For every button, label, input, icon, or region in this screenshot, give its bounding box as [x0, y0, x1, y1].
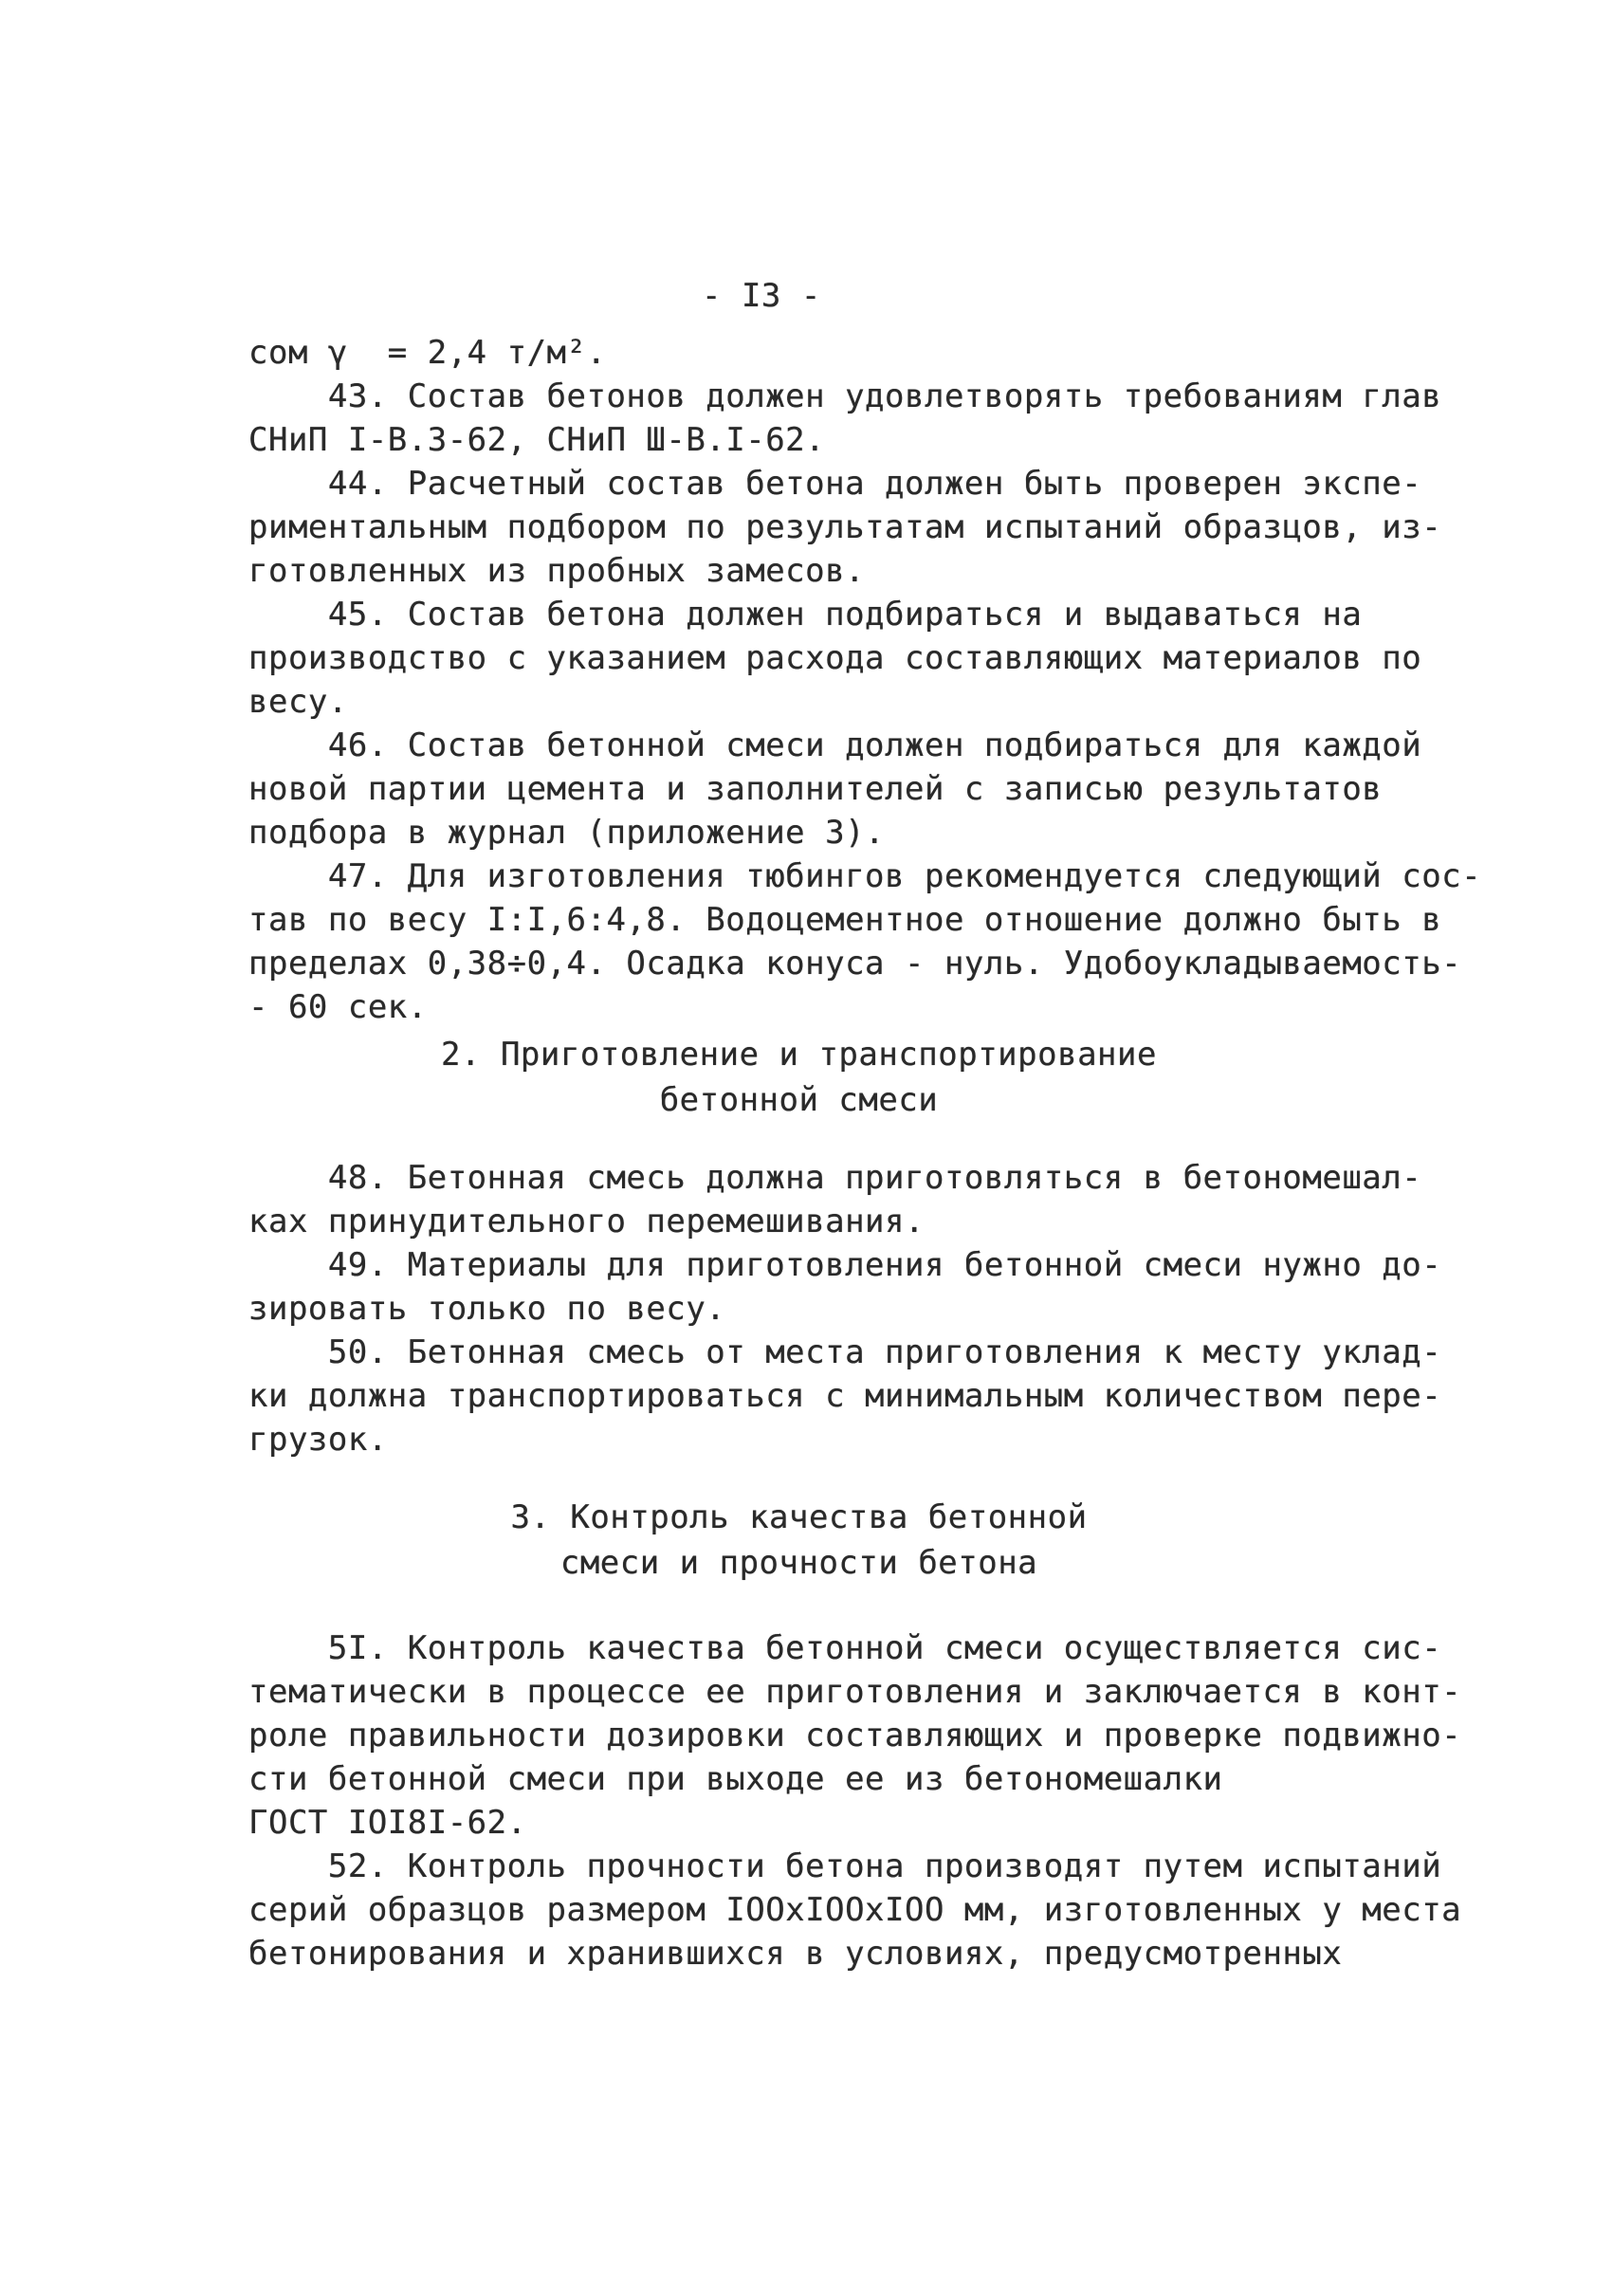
text-line: весу. — [248, 683, 348, 721]
text-line: сом γ = 2,4 т/м². — [248, 334, 607, 372]
text-line: производство с указанием расхода составляющих материалов по — [248, 639, 1422, 677]
text-line: 50. Бетонная смесь от места приготовления к месту уклад- — [248, 1333, 1442, 1371]
text-line: серий образцов размером IOOxIOOxIOO мм, изготовленных у места — [248, 1891, 1462, 1929]
section-2-heading-line-2: бетонной смеси — [659, 1081, 939, 1119]
text-line: зировать только по весу. — [248, 1290, 726, 1328]
text-line: сти бетонной смеси при выходе ее из бетономешалки — [248, 1760, 1223, 1798]
text-line: ГОСТ IOI8I-62. — [248, 1804, 527, 1842]
text-line: СНиП I-В.3-62, СНиП Ш-В.I-62. — [248, 421, 826, 459]
text-line: риментальным подбором по результатам испытаний образцов, из- — [248, 508, 1442, 546]
text-line: пределах 0,38÷0,4. Осадка конуса - нуль. Удобоукладываемость- — [248, 945, 1462, 983]
text-line: тематически в процессе ее приготовления и заключается в конт- — [248, 1673, 1462, 1711]
section-3-heading: 3. Контроль качества бетонной — [510, 1498, 1088, 1536]
text-line: 49. Материалы для приготовления бетонной смеси нужно до- — [248, 1246, 1442, 1284]
text-line: ки должна транспортироваться с минимальным количеством пере- — [248, 1377, 1442, 1415]
page-number: - I3 - — [702, 277, 821, 315]
text-line: 5I. Контроль качества бетонной смеси осуществляется сис- — [248, 1629, 1442, 1667]
section-3-heading-line-2: смеси и прочности бетона — [559, 1544, 1038, 1582]
text-line: 52. Контроль прочности бетона производят путем испытаний — [248, 1847, 1442, 1885]
text-line: - 60 сек. — [248, 988, 428, 1026]
text-line: 46. Состав бетонной смеси должен подбираться для каждой — [248, 726, 1422, 764]
text-line: 45. Состав бетона должен подбираться и выдаваться на — [248, 596, 1363, 634]
text-line: тав по весу I:I,6:4,8. Водоцементное отношение должно быть в — [248, 901, 1442, 939]
text-line: 43. Состав бетонов должен удовлетворять требованиям глав — [248, 377, 1442, 415]
text-line: ках принудительного перемешивания. — [248, 1203, 925, 1240]
text-line: 44. Расчетный состав бетона должен быть проверен экспе- — [248, 465, 1422, 503]
text-line: грузок. — [248, 1421, 388, 1459]
text-line: роле правильности дозировки составляющих и проверке подвижно- — [248, 1717, 1462, 1754]
text-line: готовленных из пробных замесов. — [248, 552, 866, 590]
text-line: подбора в журнал (приложение 3). — [248, 814, 886, 852]
text-line: бетонирования и хранившихся в условиях, предусмотренных — [248, 1935, 1343, 1973]
text-line: 47. Для изготовления тюбингов рекомендуется следующий сос- — [248, 857, 1482, 895]
text-line: новой партии цемента и заполнителей с записью результатов — [248, 770, 1383, 808]
text-line: 48. Бетонная смесь должна приготовляться в бетономешал- — [248, 1159, 1422, 1197]
section-2-heading: 2. Приготовление и транспортирование — [441, 1036, 1157, 1074]
